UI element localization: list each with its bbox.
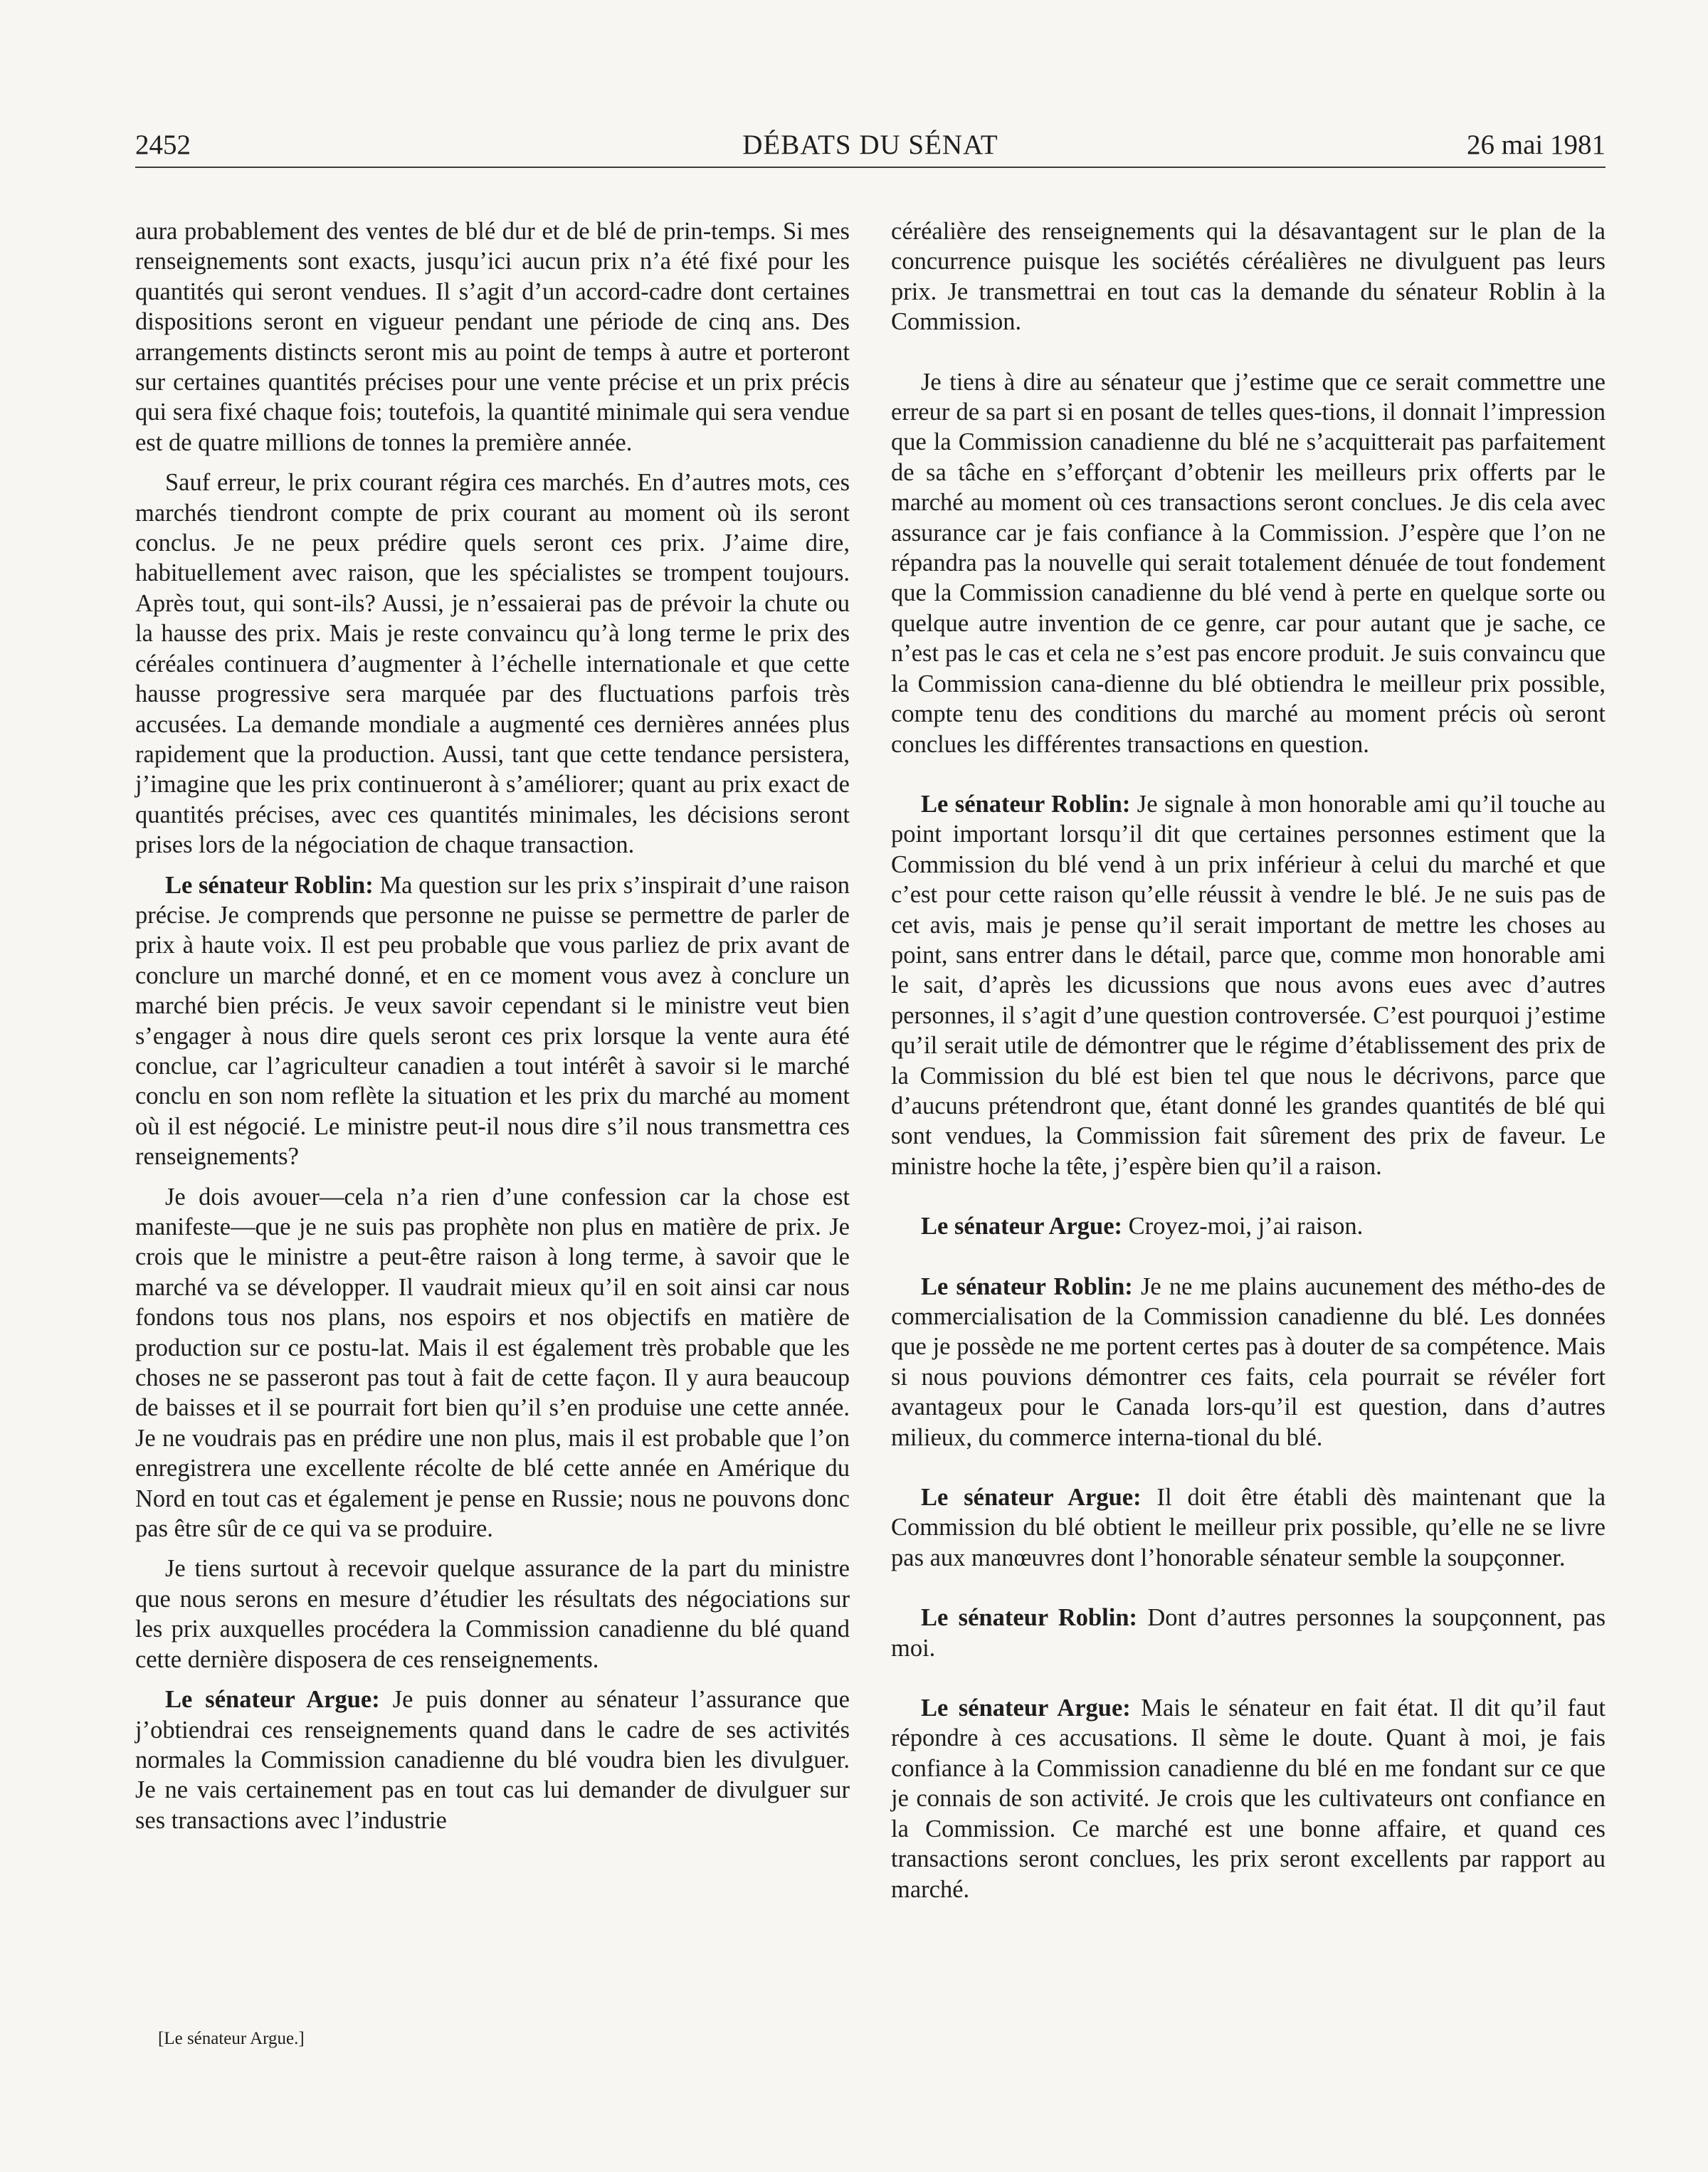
speech-text: Mais le sénateur en fait état. Il dit qu’il faut répondre à ces accusations. Il sème le doute. Quant à moi, je fais confiance à la Commission canadienne du blé en me fondant sur ce que je connais de son activité. Je crois que les cultivateurs ont confiance en la Commission. Ce marché est une bonne affaire, et quand ces transactions seront conclues, les prix seront excellents par rapport au marché. <box>891 1694 1606 1903</box>
speaker-name: Le sénateur Argue: <box>921 1694 1131 1722</box>
footer-note: [Le sénateur Argue.] <box>158 2029 305 2048</box>
paragraph: Sauf erreur, le prix courant régira ces marchés. En d’autres mots, ces marchés tiendront compte de prix courant au moment où ils seront conclus. Je ne peux prédire quels seront ces prix. J’aime dire, habituellement avec raison, que les spécialistes se trompent toujours. Après tout, qui sont-ils? Aussi, je n’essaierai pas de prévoir la chute ou la hausse des prix. Mais je reste convaincu qu’à long terme le prix des céréales continuera d’augmenter à l’échelle internationale et que cette hausse progressive sera marquée par des fluctuations parfois très accusées. La demande mondiale a augmenté ces dernières années plus rapidement que la production. Aussi, tant que cette tendance persistera, j’imagine que les prix continueront à s’améliorer; quant au prix exact de quantités précises, avec ces quantités minimales, les décisions seront prises lors de la négociation de chaque transaction. <box>135 469 850 859</box>
paragraph <box>135 870 850 1172</box>
speech-text: Dont d’autres personnes la soupçonnent, pas moi. <box>891 1604 1606 1662</box>
paragraph: Je tiens surtout à recevoir quelque assurance de la part du ministre que nous serons en mesure d’étudier les résultats des négociations sur les prix auxquelles procédera la Commission canadienne du blé quand cette dernière disposera de ces renseignements. <box>135 1555 850 1673</box>
speech-text: Je signale à mon honorable ami qu’il touche au point important lorsqu’il dit que certaines personnes estiment que la Commission du blé vend à un prix inférieur à celui du marché et que c’est pour cette raison qu’elle réussit à vendre le blé. Je ne suis pas de cet avis, mais je pense qu’il serait important de mettre les choses au point, sans entrer dans le détail, parce que, comme mon honorable ami le sait, d’après les dicussions que nous avons eues avec d’autres personnes, il s’agit d’une question controversée. C’est pourquoi j’estime qu’il serait utile de démontrer que le régime d’établissement des prix de la Commission du blé est bien tel que nous le décrivons, parce que d’aucuns prétendront que, étant donné les grandes quantités de blé qui sont vendues, la Commission fait sûrement des prix de faveur. Le ministre hoche la tête, j’espère bien qu’il a raison. <box>891 790 1606 1180</box>
speech-text: Il doit être établi dès maintenant que la Commission du blé obtient le meilleur prix possible, qu’elle ne se livre pas aux manœuvres dont l’honorable sénateur semble la soupçonner. <box>891 1484 1606 1571</box>
paragraph: Je tiens à dire au sénateur que j’estime que ce serait commettre une erreur de sa part si en posant de telles ques-tions, il donnait l’impression que la Commission canadienne du blé ne s’acquitterait pas parfaitement de sa tâche en s’efforçant d’obtenir les meilleurs prix offerts par le marché au moment où ces transactions seront conclues. Je dis cela avec assurance car je fais confiance à la Commission. J’espère que l’on ne répandra pas la nouvelle qui serait totalement dénuée de tout fondement que la Commission canadienne du blé vend à perte en quelque sorte ou quelque autre invention de ce genre, car pour autant que je sache, ce n’est pas le cas et cela ne s’est pas encore produit. Je suis convaincu que la Commission cana-dienne du blé obtiendra le meilleur prix possible, compte tenu des conditions du marché au moment précis où seront conclues les différentes transactions en question. <box>891 368 1606 758</box>
page-header <box>135 131 1606 168</box>
left-column <box>135 216 850 1835</box>
speech-text: Ma question sur les prix s’inspirait d’une raison précise. Je comprends que personne ne puisse se permettre de parler de prix à haute voix. Il est peu probable que vous parliez de prix avant de conclure un marché donné, et en ce moment vous avez à conclure un marché bien précis. Je veux savoir cependant si le ministre veut bien s’engager à nous dire quels seront ces prix lorsque la vente aura été conclue, car l’agriculteur canadien a tout intérêt à savoir si le marché conclu en son nom reflète la situation et les prix du marché au moment où il est négocié. Le ministre peut-il nous dire s’il nous transmettra ces renseignements? <box>135 871 850 1171</box>
page-number: 2452 <box>135 130 191 160</box>
publication-title: DÉBATS DU SÉNAT <box>742 130 998 160</box>
speech-text: Je ne me plains aucunement des métho-des de commercialisation de la Commission canadienne du blé. Les données que je possède ne me portent certes pas à douter de sa compétence. Mais si nous pouvions démontrer ces faits, cela pourrait se révéler fort avantageux pour le Canada lors-qu’il est question, dans d’autres milieux, du commerce interna-tional du blé. <box>891 1272 1606 1451</box>
speaker-name: Le sénateur Argue: <box>921 1213 1122 1240</box>
right-column <box>891 216 1606 1904</box>
paragraph <box>891 789 1606 1181</box>
speaker-name: Le sénateur Roblin: <box>921 1604 1138 1632</box>
speech-text: Je puis donner au sénateur l’assurance que j’obtiendrai ces renseignements quand dans le cadre de ses activités normales la Commission canadienne du blé voudra bien les divulguer. Je ne vais certainement pas en tout cas lui demander de divulguer sur ses transactions avec l’industrie <box>135 1686 850 1834</box>
paragraph: aura probablement des ventes de blé dur et de blé de prin-temps. Si mes renseignements sont exacts, jusqu’ici aucun prix n’a été fixé pour les quantités qui seront vendues. Il s’agit d’un accord-cadre dont certaines dispositions seront en vigueur pendant une période de cinq ans. Des arrangements distincts seront mis au point de temps à autre et porteront sur certaines quantités précises pour une vente précise et un prix précis qui sera fixé chaque fois; toutefois, la quantité minimale qui sera vendue est de quatre millions de tonnes la première année. <box>135 218 850 456</box>
paragraph <box>891 1211 1606 1241</box>
paragraph <box>135 1685 850 1835</box>
speaker-name: Le sénateur Argue: <box>165 1686 380 1714</box>
paragraph <box>891 1272 1606 1453</box>
paragraph <box>891 1482 1606 1573</box>
speaker-name: Le sénateur Roblin: <box>165 871 374 899</box>
speaker-name: Le sénateur Roblin: <box>921 1272 1133 1300</box>
paragraph: Je dois avouer—cela n’a rien d’une confession car la chose est manifeste—que je ne suis pas prophète non plus en matière de prix. Je crois que le ministre a peut-être raison à long terme, à savoir que le marché va se développer. Il vaudrait mieux qu’il en soit ainsi car nous fondons tous nos plans, nos espoirs et nos objectifs en matière de production sur ce postu-lat. Mais il est également très probable que les choses ne se passeront pas tout à fait de cette façon. Il y aura beaucoup de baisses et il se pourrait fort bien qu’il s’en produise une cette année. Je ne voudrais pas en prédire une non plus, mais il est probable que l’on enregistrera une excellente récolte de blé cette année en Amérique du Nord en tout cas et également je pense en Russie; nous ne pouvons donc pas être sûr de ce qui va se produire. <box>135 1183 850 1543</box>
speech-text: Croyez-moi, j’ai raison. <box>1128 1213 1364 1240</box>
speaker-name: Le sénateur Roblin: <box>921 790 1131 818</box>
paragraph: céréalière des renseignements qui la désavantagent sur le plan de la concurrence puisque les sociétés céréalières ne divulguent pas leurs prix. Je transmettrai en tout cas la demande du sénateur Roblin à la Commission. <box>891 218 1606 336</box>
paragraph <box>891 1693 1606 1904</box>
paragraph <box>891 1603 1606 1663</box>
page-date: 26 mai 1981 <box>1467 130 1606 160</box>
speaker-name: Le sénateur Argue: <box>921 1484 1142 1512</box>
